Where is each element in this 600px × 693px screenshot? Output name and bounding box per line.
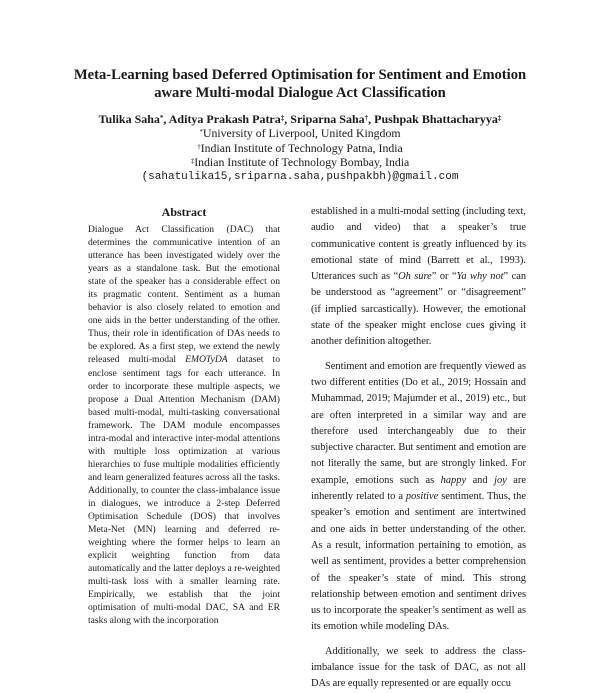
body-paragraph (311, 204, 526, 351)
affiliation-mark: † (197, 142, 201, 151)
body-span: and (466, 474, 495, 486)
body-span: Sentiment and emotion are frequently viewed as two different entities (Do et al., 2019; Hossain and Muhammad, 2019; Majumder et al., 2019) etc., but are often interpreted in a similar way and are therefore used interchangeably due to their subjective character. But sentiment and emotion are not literally the same, but are strongly linked. For example, emotions such as (311, 360, 526, 486)
abstract-paragraph (88, 223, 280, 627)
author-mark: ‡ (497, 114, 502, 122)
abstract-text (88, 223, 280, 627)
body-span: ” or “ (431, 271, 457, 283)
author-email[interactable]: (sahatulika15,sriparna.saha,pushpakbh)@gmail.com (141, 170, 459, 183)
affiliation-mark: ‡ (190, 157, 195, 166)
abstract-span: dataset to enclose sentiment tags for each utterance. In order to incorporate these multiple aspects, we propose a Dual Attention Mechanism (DAM) based multi-modal, multi-tasking conversational framework. The DAM module encompasses intra-modal and interactive inter-modal attentions with multiple loss optimization at various hierarchies to fuse multiple modalities efficiently and learn generalized features across all the tasks. Additionally, to counter the class-imbalance issue in dialogues, we introduce a 2-step Deferred Optimisation Schedule (DOS) that involves Meta-Net (MN) learning and deferred re-weighting where the former helps to learn an explicit weighting function from data automatically and the latter deploys a re-weighted multi-task loss with a smaller learning rate. Empirically, we establish that the joint optimisation of multi-modal DAC, SA and ER tasks along with the incorporation (88, 354, 280, 627)
author-list: Tulika Saha*, Aditya Prakash Patra‡, Sriparna Saha†, Pushpak Bhattacharyya‡ (98, 112, 502, 126)
paper-title: Meta-Learning based Deferred Optimisation for Sentiment and Emotion aware Multi-modal Dialogue Act Classification (73, 67, 527, 101)
emphasis-word: positive (405, 491, 439, 503)
affiliation-mark: * (199, 128, 203, 136)
affiliation (60, 155, 540, 170)
body-paragraph (311, 359, 526, 636)
example-utterance: Ya why not (456, 271, 504, 283)
author-name: Sriparna Saha (290, 112, 365, 126)
body-column (311, 204, 526, 693)
body-span: ” can be understood as “agreement” or “disagreement” (if implied sarcastically). However, the emotional state of the speaker might enclose cues giving it another definition altogether. (311, 271, 527, 348)
body-span: sentiment. Thus, the speaker’s emotion and sentiment are intertwined and one aids in better understanding of the other. As a result, information pertaining to emotion, as well as sentiment, provides a better comprehension of the speaker’s state of mind. This strong relationship between emotion and sentiment drives us to incorporate the speaker’s sentiment as well as its emotion while modeling DAs. (311, 491, 526, 633)
author-mark: † (364, 114, 369, 122)
dataset-name: EMOTyDA (185, 354, 228, 366)
example-utterance: Oh sure (398, 271, 432, 283)
affiliation-text: Indian Institute of Technology Patna, India (200, 140, 403, 155)
author-name: Pushpak Bhattacharyya (374, 112, 498, 126)
body-span: established in a multi-modal setting (including text, audio and video) that a speaker’s true communicative content is greatly influenced by its emotional state of mind (Barrett et al., 1993). Utterances such as “ (311, 206, 526, 283)
author-name: Aditya Prakash Patra (168, 112, 281, 126)
body-span: are inherently related to a (311, 474, 526, 503)
affiliation (60, 141, 540, 156)
author-mark: ‡ (280, 114, 285, 122)
abstract-span: Dialogue Act Classification (DAC) that determines the communicative intention of an utterance has been investigated widely over the years as a standalone task. But the emotional state of the speaker has a considerable effect on its pragmatic content. Sentiment as a human behavior is also closely related to emotion and one aids in the better understanding of the other. Thus, their role in identification of DAs needs to be explored. As a first step, we extend the newly released multi-modal (88, 224, 280, 366)
emphasis-word: joy (494, 474, 507, 486)
affiliation-block (60, 126, 540, 184)
affiliation-text: Indian Institute of Technology Bombay, India (194, 155, 410, 170)
affiliation-text: University of Liverpool, United Kingdom (202, 126, 401, 140)
affiliation (60, 126, 540, 141)
body-paragraph: Additionally, we seek to address the class-imbalance issue for the task of DAC, as not all DAs are equally represented or are equally occu (311, 645, 526, 690)
abstract-heading: Abstract (161, 205, 207, 219)
author-mark: * (159, 114, 164, 122)
emphasis-word: happy (440, 474, 467, 486)
author-name: Tulika Saha (98, 112, 160, 126)
